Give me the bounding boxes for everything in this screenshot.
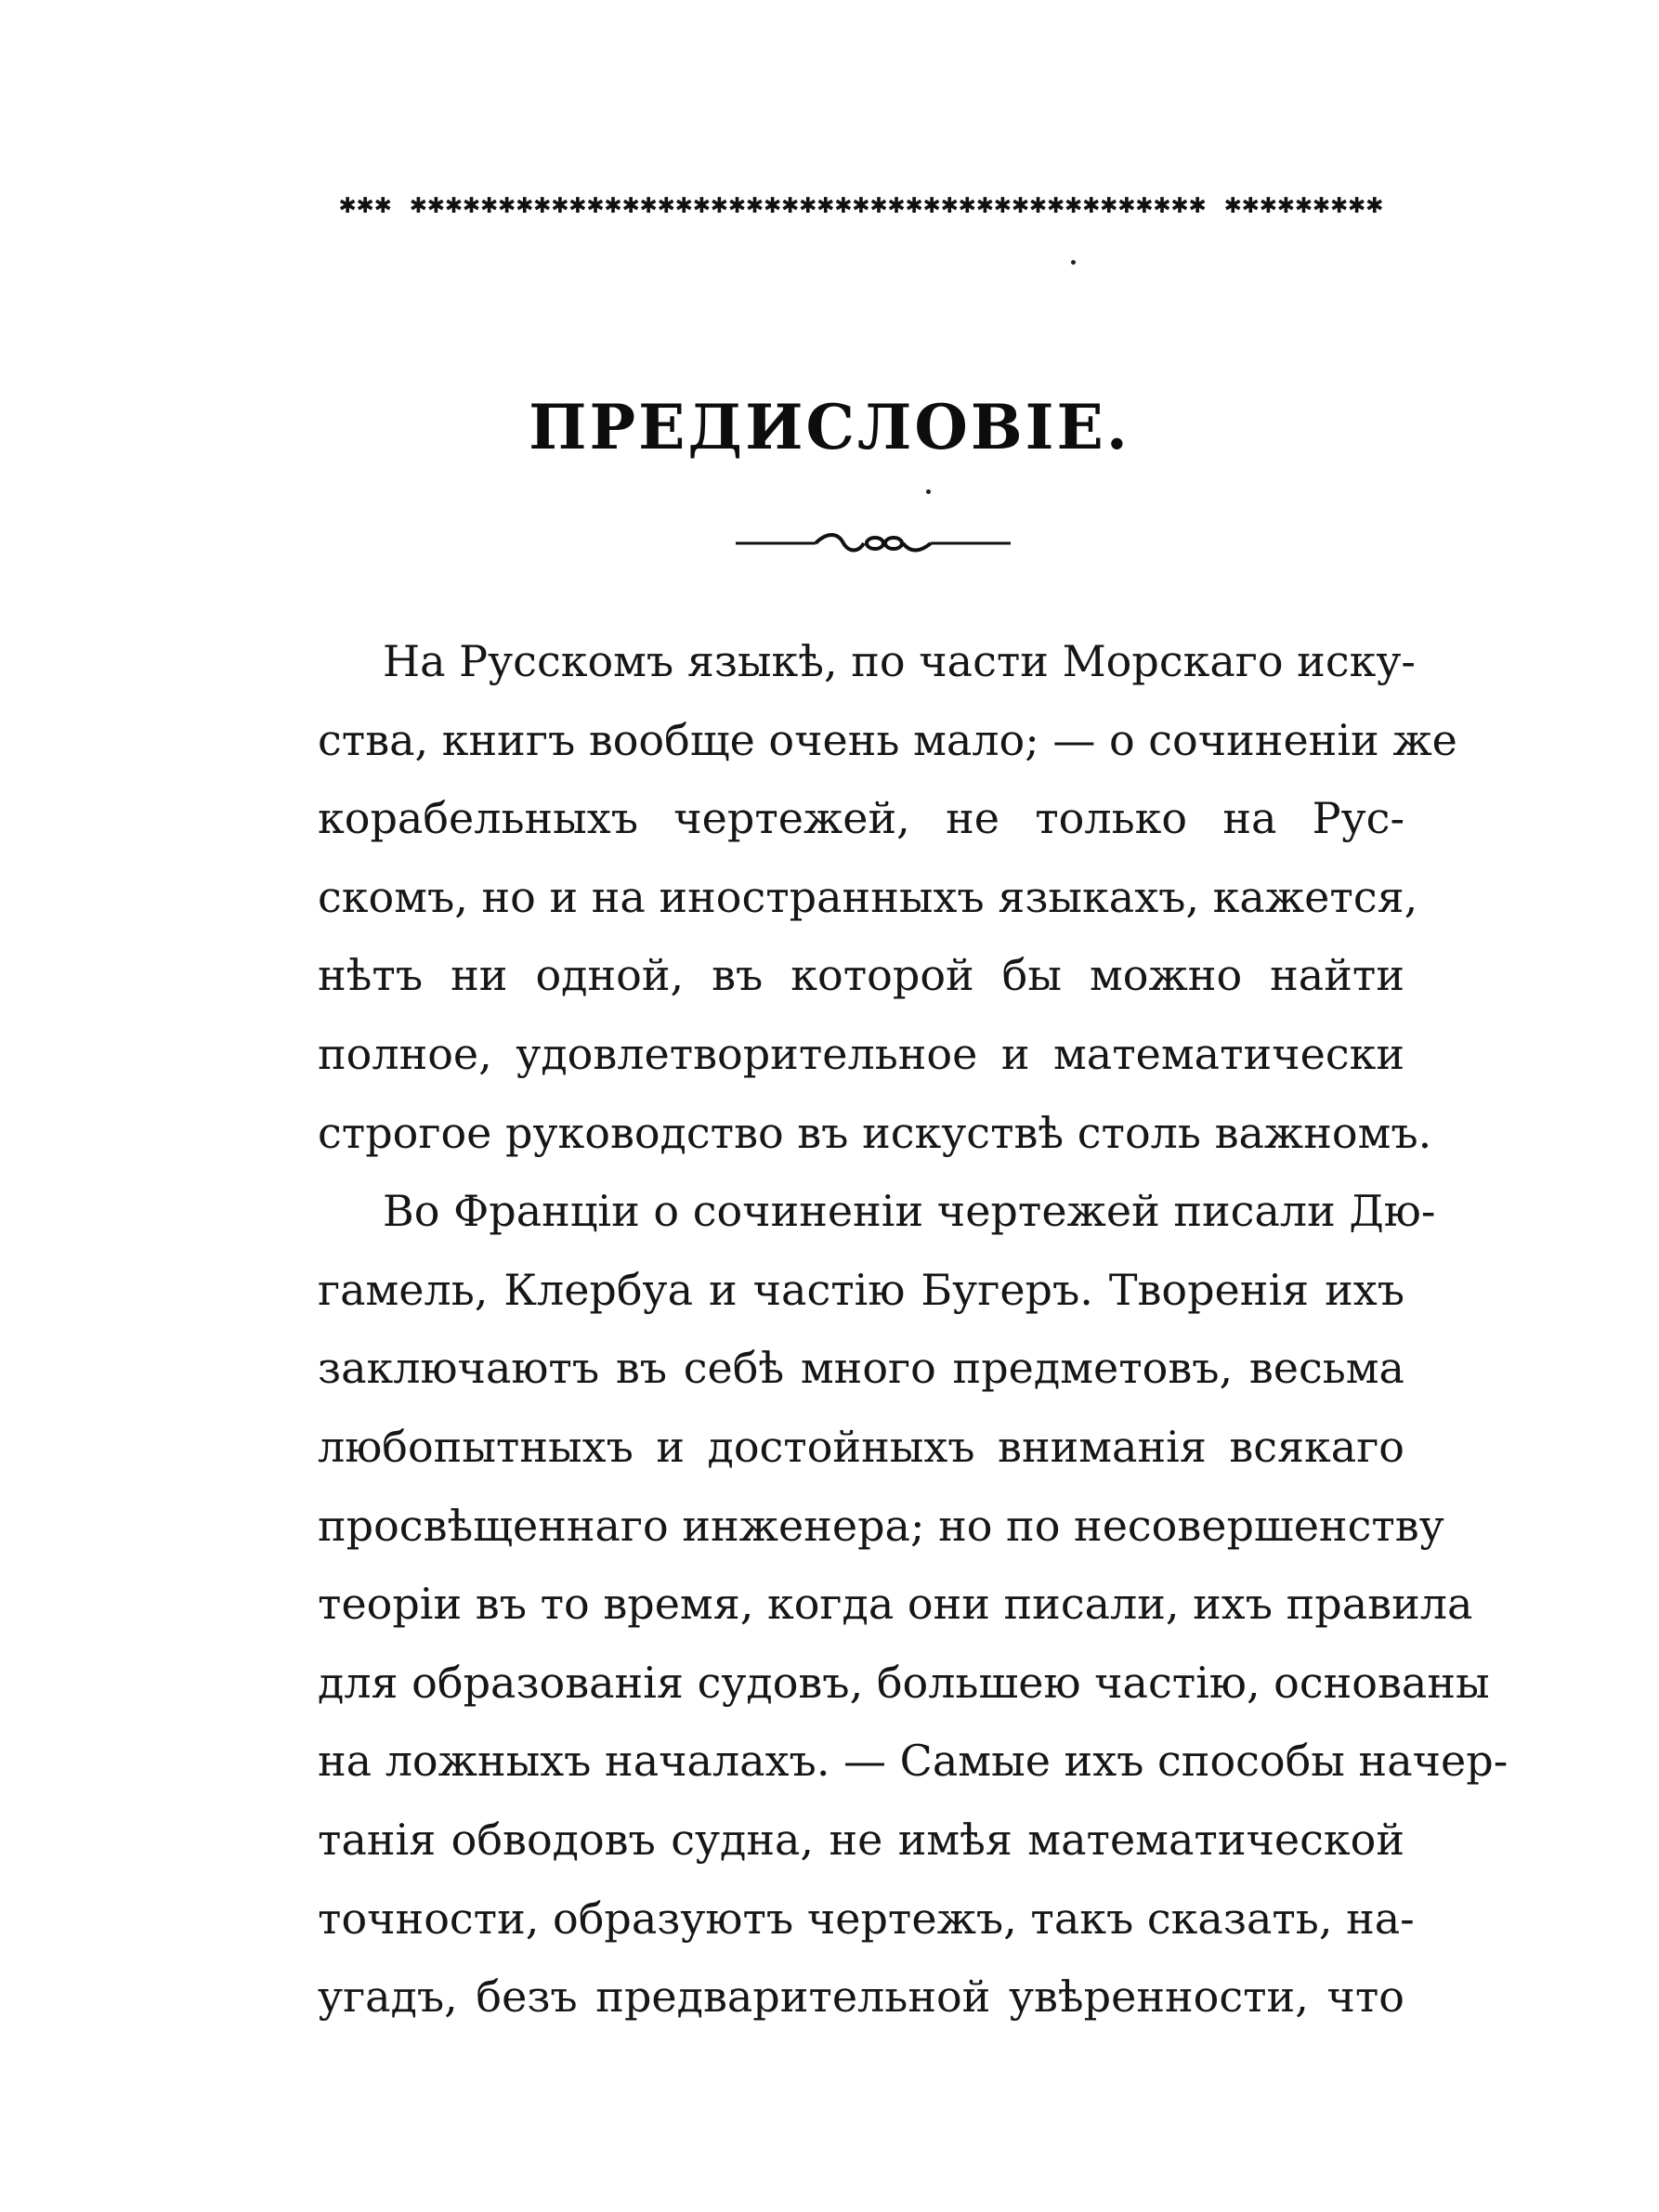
ink-speck bbox=[926, 489, 931, 494]
text-line: На Русскомъ языкѣ, по части Морскаго иску- bbox=[383, 636, 1416, 686]
text-line: танія обводовъ судна, не имѣя математической bbox=[318, 1814, 1404, 1865]
text-line: Во Франціи о сочиненіи чертежей писали Дю- bbox=[383, 1186, 1436, 1237]
text-line: скомъ, но и на иностранныхъ языкахъ, кажется, bbox=[318, 871, 1418, 922]
text-line: точности, образуютъ чертежъ, такъ сказать, на- bbox=[318, 1893, 1415, 1944]
text-line: любопытныхъ и достойныхъ вниманія всякаго bbox=[318, 1421, 1404, 1472]
text-line: корабельныхъ чертежей, не только на Рус- bbox=[318, 793, 1404, 844]
text-line: просвѣщеннаго инженера; но по несовершенству bbox=[318, 1500, 1444, 1551]
text-line: для образованія судовъ, большею частію, основаны bbox=[318, 1657, 1490, 1708]
text-line: угадъ, безъ предварительной увѣренности, что bbox=[318, 1971, 1404, 2023]
ornament-rule: ✱✱✱ ✱✱✱✱✱✱✱✱✱✱✱✱✱✱✱✱✱✱✱✱✱✱✱✱✱✱✱✱✱✱✱✱✱✱✱✱✱✱✱✱✱✱✱✱✱ ✱✱✱✱✱✱✱✱✱ bbox=[339, 188, 1384, 220]
title-flourish-ornament bbox=[734, 525, 1012, 562]
text-line: нѣтъ ни одной, въ которой бы можно найти bbox=[318, 950, 1404, 1001]
text-line: ства, книгъ вообще очень мало; — о сочиненіи же bbox=[318, 714, 1457, 765]
page-title: ПРЕДИСЛОВІЕ. bbox=[529, 391, 1130, 463]
text-line: на ложныхъ началахъ. — Самые ихъ способы начер- bbox=[318, 1736, 1509, 1787]
text-line: теоріи въ то время, когда они писали, ихъ правила bbox=[318, 1579, 1473, 1630]
ink-speck bbox=[1071, 260, 1076, 265]
text-line: заключаютъ въ себѣ много предметовъ, весьма bbox=[318, 1343, 1404, 1394]
text-line: строгое руководство въ искуствѣ столь важномъ. bbox=[318, 1107, 1432, 1158]
text-line: гамель, Клербуа и частію Бугеръ. Творенія ихъ bbox=[318, 1264, 1404, 1315]
preface-text bbox=[318, 622, 1509, 2036]
text-line: полное, удовлетворительное и математически bbox=[318, 1028, 1404, 1079]
